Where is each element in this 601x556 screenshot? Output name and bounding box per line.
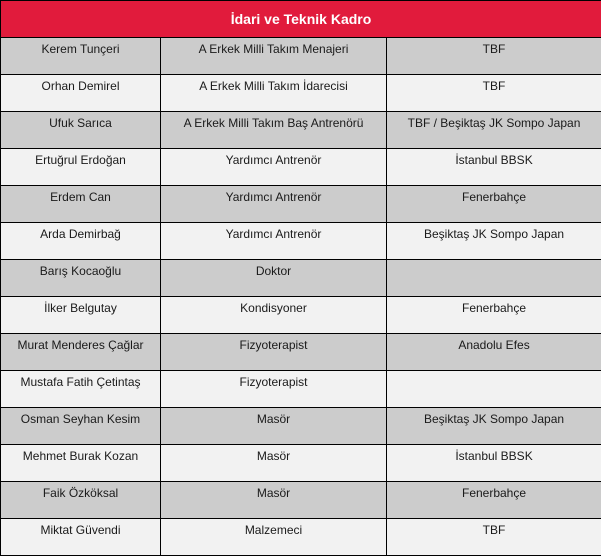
role-cell-text: Doktor [256,260,291,278]
name-cell-text: Mustafa Fatih Çetintaş [20,371,140,389]
name-cell [1,75,161,112]
name-cell-text: İlker Belgutay [44,297,117,315]
name-cell [1,445,161,482]
role-cell-text: Kondisyoner [240,297,307,315]
name-cell-text: Erdem Can [50,186,111,204]
club-cell-text: TBF [483,75,506,93]
table-row [1,223,601,260]
name-cell [1,371,161,408]
role-cell [161,38,387,75]
table-row [1,149,601,186]
role-cell [161,75,387,112]
club-cell [387,408,601,445]
club-cell-text: Beşiktaş JK Sompo Japan [424,223,564,241]
name-cell-text: Mehmet Burak Kozan [23,445,138,463]
role-cell [161,149,387,186]
club-cell [387,371,601,408]
role-cell-text: A Erkek Milli Takım Baş Antrenörü [184,112,364,130]
table-row [1,334,601,371]
table-row [1,519,601,556]
name-cell [1,260,161,297]
role-cell-text: Fizyoterapist [239,371,307,389]
name-cell [1,186,161,223]
role-cell-text: Fizyoterapist [239,334,307,352]
role-cell [161,260,387,297]
club-cell-text: Anadolu Efes [458,334,529,352]
role-cell [161,445,387,482]
role-cell [161,186,387,223]
club-cell-text: İstanbul BBSK [455,149,532,167]
name-cell-text: Ufuk Sarıca [49,112,112,130]
club-cell [387,482,601,519]
table-row [1,371,601,408]
name-cell [1,223,161,260]
name-cell [1,297,161,334]
role-cell-text: Masör [257,408,290,426]
table-row [1,445,601,482]
role-cell [161,519,387,556]
club-cell [387,75,601,112]
club-cell [387,186,601,223]
club-cell [387,149,601,186]
name-cell-text: Faik Özköksal [43,482,118,500]
name-cell-text: Miktat Güvendi [40,519,120,537]
club-cell-text: TBF / Beşiktaş JK Sompo Japan [408,112,581,130]
table-row [1,297,601,334]
club-cell-text: Fenerbahçe [462,482,526,500]
role-cell-text: Yardımcı Antrenör [226,223,322,241]
club-cell-text: Fenerbahçe [462,297,526,315]
club-cell-text: TBF [483,38,506,56]
club-cell [387,38,601,75]
table-title-text: İdari ve Teknik Kadro [231,11,372,27]
name-cell [1,408,161,445]
table-row [1,482,601,519]
name-cell-text: Orhan Demirel [41,75,119,93]
name-cell-text: Murat Menderes Çağlar [17,334,143,352]
role-cell-text: Malzemeci [245,519,302,537]
name-cell-text: Ertuğrul Erdoğan [35,149,126,167]
role-cell [161,334,387,371]
table-title [1,1,601,38]
table-row [1,112,601,149]
role-cell-text: Yardımcı Antrenör [226,149,322,167]
name-cell [1,38,161,75]
name-cell [1,519,161,556]
name-cell-text: Arda Demirbağ [40,223,121,241]
role-cell-text: A Erkek Milli Takım Menajeri [199,38,349,56]
club-cell-text: Beşiktaş JK Sompo Japan [424,408,564,426]
name-cell [1,334,161,371]
club-cell-text: İstanbul BBSK [455,445,532,463]
role-cell [161,408,387,445]
name-cell [1,149,161,186]
club-cell [387,519,601,556]
club-cell [387,297,601,334]
role-cell [161,371,387,408]
club-cell [387,112,601,149]
table-row [1,408,601,445]
club-cell-text: Fenerbahçe [462,186,526,204]
name-cell [1,112,161,149]
name-cell-text: Osman Seyhan Kesim [21,408,140,426]
table-row [1,75,601,112]
role-cell [161,297,387,334]
role-cell [161,482,387,519]
role-cell-text: Yardımcı Antrenör [226,186,322,204]
name-cell [1,482,161,519]
name-cell-text: Barış Kocaoğlu [40,260,121,278]
role-cell [161,223,387,260]
club-cell [387,260,601,297]
club-cell [387,445,601,482]
role-cell-text: Masör [257,482,290,500]
role-cell-text: Masör [257,445,290,463]
role-cell-text: A Erkek Milli Takım İdarecisi [199,75,347,93]
table-row [1,38,601,75]
club-cell [387,223,601,260]
table-header-row [1,1,601,38]
table-body [1,38,601,556]
table-row [1,260,601,297]
club-cell-text: TBF [483,519,506,537]
table-row [1,186,601,223]
club-cell [387,334,601,371]
name-cell-text: Kerem Tunçeri [41,38,119,56]
role-cell [161,112,387,149]
